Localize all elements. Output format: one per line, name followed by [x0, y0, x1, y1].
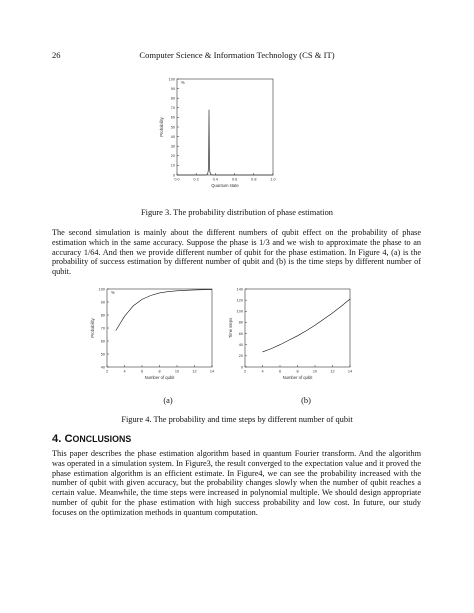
x-tick-label: 4 [123, 369, 126, 374]
y-tick-label: 20 [170, 154, 175, 159]
x-tick-label: 12 [330, 369, 335, 374]
y-tick-label: 80 [238, 320, 243, 325]
figure-4-caption: Figure 4. The probability and time steps by different number of qubit [121, 415, 353, 424]
y-tick-label: 50 [170, 125, 175, 130]
section-title-smallcaps: ONCLUSIONS [72, 434, 132, 444]
y-tick-label: 50 [100, 352, 105, 357]
y-tick-label: 70 [100, 326, 105, 331]
y-tick-label: 40 [238, 343, 243, 348]
x-tick-label: 0.0 [174, 177, 180, 182]
data-series-line [263, 299, 351, 352]
x-tick-label: 6 [278, 369, 282, 374]
x-tick-label: 0.6 [231, 177, 238, 182]
figure-3-chart [150, 72, 280, 196]
x-tick-label: 8 [158, 369, 161, 374]
unit-label: % [111, 290, 115, 295]
y-tick-label: 70 [170, 106, 175, 111]
x-tick-label: 10 [312, 369, 318, 374]
y-tick-label: 30 [170, 144, 175, 149]
figure-4a-label: (a) [163, 396, 173, 405]
x-tick-label: 1.0 [270, 177, 276, 182]
y-tick-label: 100 [236, 309, 243, 314]
y-tick-label: 120 [236, 298, 243, 303]
x-tick-label: 12 [192, 369, 197, 374]
y-axis-label: Time steps [228, 317, 233, 339]
y-tick-label: 60 [100, 339, 105, 344]
x-axis-label: Number of qubit [144, 375, 175, 380]
y-tick-label: 40 [170, 134, 175, 139]
x-tick-label: 0.8 [251, 177, 257, 182]
y-tick-label: 10 [170, 163, 175, 168]
figure-4b-label: (b) [301, 396, 311, 405]
body-paragraph-2: This paper describes the phase estimation algorithm based in quantum Fourier transform. And the algorithm was operated in a simulation system. In Figure3, the result converged to the expectation value and it proved the phase estimation algorithm is an efficient estimate. In Figure4, we can see the probability increased with the number of qubit with given accuracy, but the probability changes slowly when the number of qubit reaches a certain value. Meanwhile, the time steps were increased in polynomial multiple. We should design appropriate number of qubit for the phase estimation with high success probability and low cost. In future, our study focuses on the optimization methods in quantum computation. [52, 449, 421, 517]
y-tick-label: 140 [236, 287, 243, 292]
x-tick-label: 6 [140, 369, 144, 374]
section-heading-conclusions [52, 433, 131, 445]
running-title: Computer Science & Information Technology (CS & IT) [139, 50, 335, 60]
y-tick-label: 60 [238, 331, 243, 336]
x-tick-label: 14 [347, 369, 353, 374]
x-tick-label: 8 [296, 369, 299, 374]
y-axis-label: Probability [90, 318, 95, 338]
y-axis-label: Probability [159, 117, 164, 137]
x-tick-label: 4 [261, 369, 264, 374]
probability-distribution-plot [159, 77, 276, 188]
y-tick-label: 0 [240, 365, 243, 370]
y-tick-label: 0 [172, 173, 175, 178]
x-tick-label: 14 [209, 369, 215, 374]
y-tick-label: 80 [100, 313, 105, 318]
time-steps-vs-qubit-plot [228, 287, 352, 380]
plot-frame [245, 289, 350, 367]
y-tick-label: 20 [238, 354, 243, 359]
data-series-line [177, 110, 273, 175]
unit-label: % [181, 80, 185, 85]
probability-vs-qubit-plot [90, 287, 214, 380]
x-tick-label: 10 [174, 369, 180, 374]
figure-3-caption: Figure 3. The probability distribution of phase estimation [141, 208, 333, 217]
plot-frame [107, 289, 212, 367]
x-axis-label: Number of qubit [282, 375, 313, 380]
y-tick-label: 60 [170, 115, 175, 120]
y-tick-label: 80 [170, 96, 175, 101]
figure-4b-chart [226, 283, 356, 386]
y-tick-label: 40 [100, 365, 105, 370]
x-axis-label: Quantum state [211, 183, 239, 188]
y-tick-label: 100 [168, 77, 175, 82]
y-tick-label: 100 [98, 287, 105, 292]
data-series-line [116, 290, 212, 331]
y-tick-label: 90 [100, 300, 105, 305]
y-tick-label: 90 [170, 86, 175, 91]
figure-4a-chart [88, 283, 218, 386]
x-tick-label: 0.2 [193, 177, 199, 182]
x-tick-label: 2 [243, 369, 247, 374]
plot-frame [177, 79, 273, 175]
x-tick-label: 2 [105, 369, 109, 374]
body-paragraph-1: The second simulation is mainly about the different numbers of qubit effect on the probability of phase estimation which in the same accuracy. Suppose the phase is 1/3 and we wish to approximate the phase to an accuracy 1/64. And then we provide different number of qubit for the phase estimation. In Figure 4, (a) is the probability of success estimation by different number of qubit and (b) is the time steps by different number of qubit. [52, 228, 421, 276]
section-number-title: 4. C [52, 433, 73, 445]
page-number: 26 [52, 50, 61, 60]
x-tick-label: 0.4 [212, 177, 219, 182]
